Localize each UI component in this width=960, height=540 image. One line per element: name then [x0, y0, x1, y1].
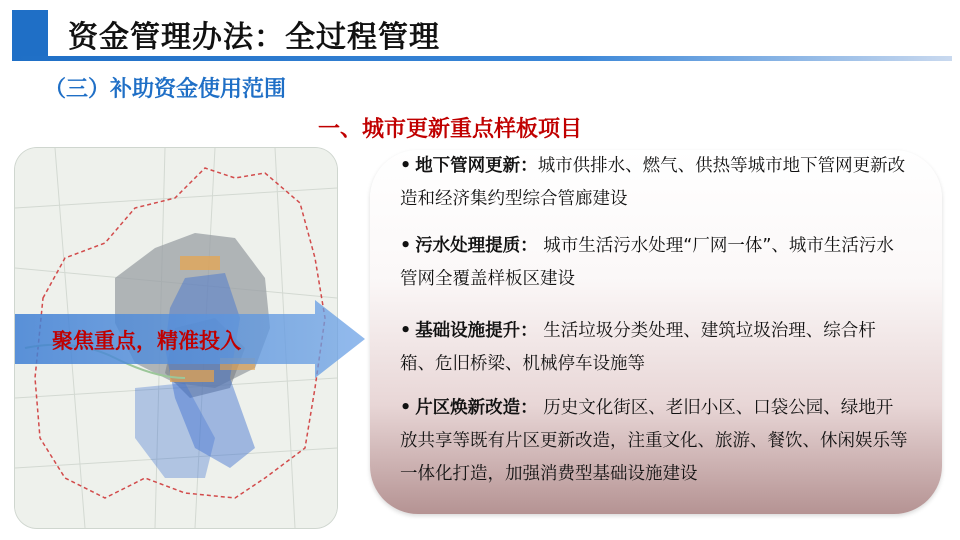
item-text: 城市生活污水处理“厂网一体”、城市生活污水管网全覆盖样板区建设 [400, 236, 894, 289]
bullet-icon: • [400, 398, 412, 418]
item-label: 基础设施提升： [415, 321, 538, 341]
item-label: 地下管网更新： [415, 156, 538, 176]
list-item [400, 392, 910, 491]
title-accent-bar [12, 10, 48, 58]
item-text: 城市供排水、燃气、供热等城市地下管网更新改造和经济集约型综合管廊建设 [400, 156, 906, 209]
list-item [400, 150, 910, 216]
list-item [400, 230, 910, 296]
bullet-icon: • [400, 236, 412, 256]
page-subtitle: （三）补助资金使用范围 [44, 77, 287, 102]
item-label: 片区焕新改造： [415, 398, 538, 418]
bullet-icon: • [400, 321, 412, 341]
page-title: 资金管理办法：全过程管理 [68, 20, 440, 55]
focus-banner-text: 聚焦重点，精准投入 [52, 329, 241, 353]
section-heading: 一、城市更新重点样板项目 [318, 117, 583, 142]
item-text: 生活垃圾分类处理、建筑垃圾治理、综合杆箱、危旧桥梁、机械停车设施等 [400, 321, 876, 374]
title-divider [12, 56, 952, 61]
item-text: 历史文化街区、老旧小区、口袋公园、绿地开放共享等既有片区更新改造，注重文化、旅游、餐饮、休闲娱乐等一体化打造，加强消费型基础设施建设 [400, 398, 908, 484]
item-label: 污水处理提质： [415, 236, 538, 256]
list-item [400, 315, 910, 381]
bullet-icon: • [400, 156, 412, 176]
